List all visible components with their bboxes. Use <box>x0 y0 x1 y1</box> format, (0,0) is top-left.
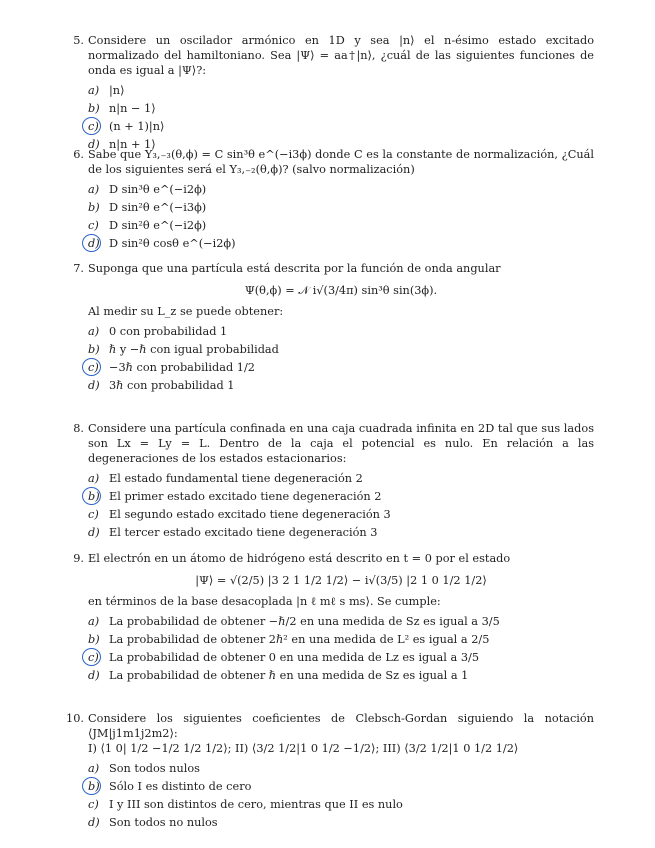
question-number: 10. <box>66 712 84 725</box>
option-b[interactable] <box>88 201 594 219</box>
option-c[interactable] <box>88 651 594 669</box>
question-text: El electrón en un átomo de hidrógeno está descrito en t = 0 por el estado <box>88 552 511 565</box>
option-b[interactable] <box>88 633 594 651</box>
option-text: Son todos nulos <box>109 761 200 775</box>
option-label: b) <box>88 200 100 214</box>
option-text: D sin³θ e^(−i2ϕ) <box>109 182 207 196</box>
option-text: Son todos no nulos <box>109 815 218 829</box>
option-label: d) <box>88 137 100 151</box>
question-6 <box>62 148 594 255</box>
option-label: c) <box>88 218 99 232</box>
answer-circle-mark <box>82 117 101 135</box>
question-10 <box>62 712 594 834</box>
answer-circle-mark <box>82 487 101 505</box>
option-label: c) <box>88 797 99 811</box>
answer-circle-mark <box>82 358 101 376</box>
option-text: ℏ y −ℏ con igual probabilidad <box>109 342 279 356</box>
question-7 <box>62 262 594 397</box>
option-label: a) <box>88 761 100 775</box>
question-number: 7. <box>73 262 84 275</box>
option-label: d) <box>88 236 100 250</box>
clebsch-gordan-coefficients: I) ⟨1 0| 1/2 −1/2 1/2 1/2⟩; II) ⟨3/2 1/2|1 0 1/2 −1/2⟩; III) ⟨3/2 1/2|1 0 1/2 1/2⟩ <box>88 741 519 755</box>
option-text: 0 con probabilidad 1 <box>109 324 228 338</box>
option-text: La probabilidad de obtener −ℏ/2 en una medida de Sz es igual a 3/5 <box>109 614 500 628</box>
option-a[interactable] <box>88 472 594 490</box>
option-label: d) <box>88 525 100 539</box>
state-equation: |Ψ⟩ = √(2/5) |3 2 1 1/2 1/2⟩ − i√(3/5) |2 1 0 1/2 1/2⟩ <box>195 573 487 587</box>
option-c[interactable] <box>88 798 594 816</box>
option-label: a) <box>88 182 100 196</box>
option-label: c) <box>88 360 99 374</box>
answer-circle-mark <box>82 648 101 666</box>
question-text: Sabe que Y₃,₋₃(θ,ϕ) = C sin³θ e^(−i3ϕ) donde C es la constante de normalización, ¿Cuál de los siguientes será el Y₃,₋₂(θ,ϕ)? (salvo normalización) <box>88 148 594 176</box>
option-text: Sólo I es distinto de cero <box>109 779 252 793</box>
option-label: d) <box>88 378 100 392</box>
option-text: −3ℏ con probabilidad 1/2 <box>109 360 255 374</box>
option-text: I y III son distintos de cero, mientras que II es nulo <box>109 797 403 811</box>
option-c[interactable] <box>88 361 594 379</box>
question-number: 8. <box>73 422 84 435</box>
option-text: El tercer estado excitado tiene degeneración 3 <box>109 525 378 539</box>
question-followup: Al medir su L_z se puede obtener: <box>88 304 284 318</box>
option-d[interactable] <box>88 669 594 687</box>
option-text: n|n − 1⟩ <box>109 101 156 115</box>
option-label: c) <box>88 650 99 664</box>
option-a[interactable] <box>88 762 594 780</box>
option-c[interactable] <box>88 120 594 138</box>
question-followup: en términos de la base desacoplada |n ℓ mℓ s ms⟩. Se cumple: <box>88 594 441 608</box>
option-label: a) <box>88 471 100 485</box>
option-label: a) <box>88 614 100 628</box>
option-a[interactable] <box>88 325 594 343</box>
question-9 <box>62 552 594 687</box>
option-label: a) <box>88 324 100 338</box>
question-number: 5. <box>73 34 84 47</box>
option-label: b) <box>88 342 100 356</box>
option-a[interactable] <box>88 84 594 102</box>
option-label: d) <box>88 668 100 682</box>
option-label: a) <box>88 83 100 97</box>
option-c[interactable] <box>88 219 594 237</box>
option-a[interactable] <box>88 183 594 201</box>
option-text: 3ℏ con probabilidad 1 <box>109 378 235 392</box>
option-a[interactable] <box>88 615 594 633</box>
question-number: 6. <box>73 148 84 161</box>
option-d[interactable] <box>88 526 594 544</box>
question-text: Considere un oscilador armónico en 1D y sea |n⟩ el n-ésimo estado excitado normalizado del hamiltoniano. Sea |Ψ⟩ = aa†|n⟩, ¿cuál de las siguientes funciones de onda es igual a |Ψ⟩?: <box>88 34 594 77</box>
answer-circle-mark <box>82 777 101 795</box>
option-text: El segundo estado excitado tiene degeneración 3 <box>109 507 391 521</box>
option-text: D sin²θ e^(−i3ϕ) <box>109 200 207 214</box>
option-text: D sin²θ e^(−i2ϕ) <box>109 218 207 232</box>
option-b[interactable] <box>88 102 594 120</box>
option-text: D sin²θ cosθ e^(−i2ϕ) <box>109 236 236 250</box>
option-label: b) <box>88 779 100 793</box>
option-label: b) <box>88 632 100 646</box>
answer-circle-mark <box>82 234 101 252</box>
option-text: La probabilidad de obtener ℏ en una medida de Sz es igual a 1 <box>109 668 469 682</box>
option-b[interactable] <box>88 490 594 508</box>
option-text: La probabilidad de obtener 2ℏ² en una medida de L² es igual a 2/5 <box>109 632 490 646</box>
wavefunction-equation: Ψ(θ,ϕ) = 𝒩 i√(3/4π) sin³θ sin(3ϕ). <box>244 283 438 297</box>
option-label: c) <box>88 119 99 133</box>
question-text: Suponga que una partícula está descrita por la función de onda angular <box>88 262 501 275</box>
option-b[interactable] <box>88 343 594 361</box>
option-d[interactable] <box>88 237 594 255</box>
option-text: La probabilidad de obtener 0 en una medida de Lz es igual a 3/5 <box>109 650 480 664</box>
option-b[interactable] <box>88 780 594 798</box>
option-label: b) <box>88 101 100 115</box>
option-label: c) <box>88 507 99 521</box>
question-5 <box>62 34 594 156</box>
option-label: d) <box>88 815 100 829</box>
question-text: Considere una partícula confinada en una caja cuadrada infinita en 2D tal que sus lados son Lx = Ly = L. Dentro de la caja el potencial es nulo. En relación a las degeneraciones de los estados estacionarios: <box>88 422 594 465</box>
option-text: El primer estado excitado tiene degeneración 2 <box>109 489 382 503</box>
question-8 <box>62 422 594 544</box>
question-text: Considere los siguientes coeficientes de Clebsch-Gordan siguiendo la notación ⟨JM|j1m1j2m2⟩: <box>88 712 594 740</box>
question-number: 9. <box>73 552 84 565</box>
option-text: (n + 1)|n⟩ <box>109 119 165 133</box>
option-text: |n⟩ <box>109 83 125 97</box>
option-text: El estado fundamental tiene degeneración 2 <box>109 471 363 485</box>
option-text: n|n + 1⟩ <box>109 137 156 151</box>
option-d[interactable] <box>88 379 594 397</box>
option-label: b) <box>88 489 100 503</box>
option-c[interactable] <box>88 508 594 526</box>
option-d[interactable] <box>88 816 594 834</box>
